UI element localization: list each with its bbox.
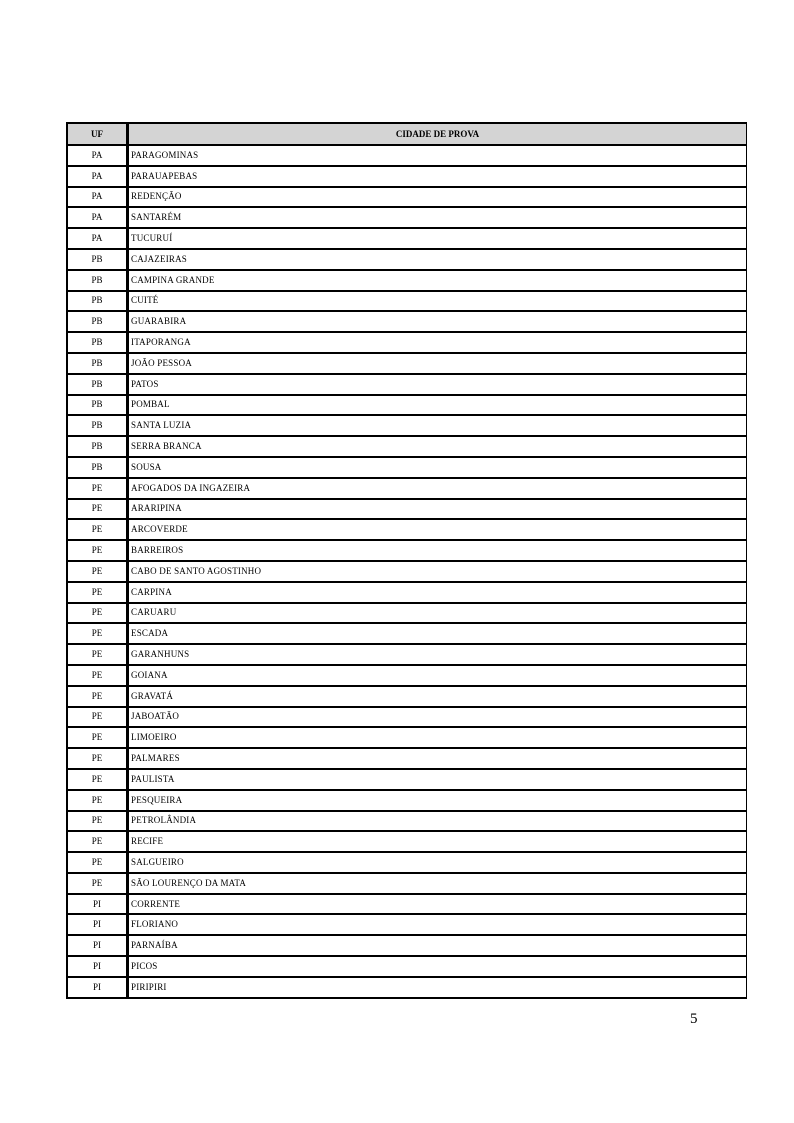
table-row xyxy=(68,936,746,957)
row-uf: PE xyxy=(68,624,129,645)
row-city: CARPINA xyxy=(129,583,746,604)
table-row xyxy=(68,458,746,479)
row-uf: PI xyxy=(68,915,129,936)
row-uf: PB xyxy=(68,458,129,479)
header-uf: UF xyxy=(68,124,129,146)
table-row xyxy=(68,708,746,729)
row-city: GUARABIRA xyxy=(129,312,746,333)
table-row xyxy=(68,208,746,229)
row-city: ARCOVERDE xyxy=(129,520,746,541)
row-uf: PB xyxy=(68,333,129,354)
row-uf: PI xyxy=(68,895,129,916)
row-city: SERRA BRANCA xyxy=(129,437,746,458)
row-uf: PB xyxy=(68,354,129,375)
row-uf: PE xyxy=(68,520,129,541)
row-city: PESQUEIRA xyxy=(129,791,746,812)
table-row xyxy=(68,978,746,997)
table-row xyxy=(68,915,746,936)
row-city: JOÃO PESSOA xyxy=(129,354,746,375)
row-uf: PE xyxy=(68,708,129,729)
table-row xyxy=(68,271,746,292)
row-city: PICOS xyxy=(129,957,746,978)
row-uf: PA xyxy=(68,188,129,209)
row-uf: PE xyxy=(68,749,129,770)
row-uf: PI xyxy=(68,936,129,957)
table-row xyxy=(68,853,746,874)
row-uf: PE xyxy=(68,874,129,895)
row-uf: PB xyxy=(68,375,129,396)
table-row xyxy=(68,479,746,500)
row-city: CABO DE SANTO AGOSTINHO xyxy=(129,562,746,583)
table-row xyxy=(68,832,746,853)
table-row xyxy=(68,791,746,812)
row-uf: PB xyxy=(68,250,129,271)
table-row xyxy=(68,354,746,375)
header-city: CIDADE DE PROVA xyxy=(129,124,746,146)
row-city: SALGUEIRO xyxy=(129,853,746,874)
row-city: BARREIROS xyxy=(129,541,746,562)
table-row xyxy=(68,645,746,666)
row-uf: PE xyxy=(68,812,129,833)
row-city: ARARIPINA xyxy=(129,500,746,521)
table-row xyxy=(68,541,746,562)
row-city: SANTARÉM xyxy=(129,208,746,229)
row-uf: PI xyxy=(68,957,129,978)
table-row xyxy=(68,604,746,625)
row-city: CORRENTE xyxy=(129,895,746,916)
table-row xyxy=(68,874,746,895)
row-uf: PA xyxy=(68,229,129,250)
row-city: FLORIANO xyxy=(129,915,746,936)
table-body xyxy=(68,146,746,997)
row-city: ITAPORANGA xyxy=(129,333,746,354)
row-city: SOUSA xyxy=(129,458,746,479)
row-uf: PE xyxy=(68,853,129,874)
row-city: SANTA LUZIA xyxy=(129,416,746,437)
row-city: PATOS xyxy=(129,375,746,396)
row-uf: PE xyxy=(68,770,129,791)
table-row xyxy=(68,250,746,271)
row-uf: PE xyxy=(68,687,129,708)
table-row xyxy=(68,583,746,604)
row-city: GARANHUNS xyxy=(129,645,746,666)
table-row xyxy=(68,749,746,770)
row-uf: PE xyxy=(68,791,129,812)
row-uf: PB xyxy=(68,416,129,437)
row-uf: PA xyxy=(68,167,129,188)
table-header-row xyxy=(68,124,746,146)
row-uf: PE xyxy=(68,479,129,500)
row-city: PARNAÍBA xyxy=(129,936,746,957)
table-row xyxy=(68,437,746,458)
row-city: PAULISTA xyxy=(129,770,746,791)
table-row xyxy=(68,188,746,209)
row-city: CAJAZEIRAS xyxy=(129,250,746,271)
row-uf: PI xyxy=(68,978,129,997)
row-city: TUCURUÍ xyxy=(129,229,746,250)
table-row xyxy=(68,500,746,521)
table-row xyxy=(68,666,746,687)
row-city: GOIANA xyxy=(129,666,746,687)
row-uf: PE xyxy=(68,500,129,521)
row-city: REDENÇÃO xyxy=(129,188,746,209)
table-row xyxy=(68,167,746,188)
row-city: CARUARU xyxy=(129,604,746,625)
row-uf: PA xyxy=(68,208,129,229)
table-row xyxy=(68,333,746,354)
row-uf: PE xyxy=(68,728,129,749)
table-row xyxy=(68,687,746,708)
table-row xyxy=(68,229,746,250)
row-city: PETROLÂNDIA xyxy=(129,812,746,833)
row-uf: PB xyxy=(68,437,129,458)
table-row xyxy=(68,416,746,437)
table-row xyxy=(68,375,746,396)
table-row xyxy=(68,624,746,645)
row-city: JABOATÃO xyxy=(129,708,746,729)
row-uf: PB xyxy=(68,312,129,333)
row-uf: PE xyxy=(68,666,129,687)
row-uf: PE xyxy=(68,604,129,625)
row-uf: PA xyxy=(68,146,129,167)
exam-cities-table xyxy=(66,122,747,999)
row-uf: PE xyxy=(68,645,129,666)
row-uf: PE xyxy=(68,583,129,604)
row-city: ESCADA xyxy=(129,624,746,645)
row-uf: PB xyxy=(68,292,129,313)
row-uf: PE xyxy=(68,832,129,853)
table-row xyxy=(68,146,746,167)
row-city: GRAVATÁ xyxy=(129,687,746,708)
table-row xyxy=(68,562,746,583)
row-city: AFOGADOS DA INGAZEIRA xyxy=(129,479,746,500)
table-row xyxy=(68,292,746,313)
row-city: RECIFE xyxy=(129,832,746,853)
table-row xyxy=(68,895,746,916)
table-row xyxy=(68,396,746,417)
table-row xyxy=(68,520,746,541)
row-city: LIMOEIRO xyxy=(129,728,746,749)
row-city: PALMARES xyxy=(129,749,746,770)
row-city: CUITÉ xyxy=(129,292,746,313)
table-row xyxy=(68,312,746,333)
row-uf: PB xyxy=(68,396,129,417)
table-row xyxy=(68,957,746,978)
row-uf: PE xyxy=(68,541,129,562)
table-row xyxy=(68,728,746,749)
row-city: POMBAL xyxy=(129,396,746,417)
row-city: SÃO LOURENÇO DA MATA xyxy=(129,874,746,895)
table-row xyxy=(68,770,746,791)
row-uf: PE xyxy=(68,562,129,583)
row-city: PIRIPIRI xyxy=(131,981,167,992)
row-city: PARAUAPEBAS xyxy=(129,167,746,188)
page-number: 5 xyxy=(690,1011,698,1027)
row-city: PARAGOMINAS xyxy=(129,146,746,167)
row-city: CAMPINA GRANDE xyxy=(129,271,746,292)
row-uf: PB xyxy=(68,271,129,292)
table-row xyxy=(68,812,746,833)
